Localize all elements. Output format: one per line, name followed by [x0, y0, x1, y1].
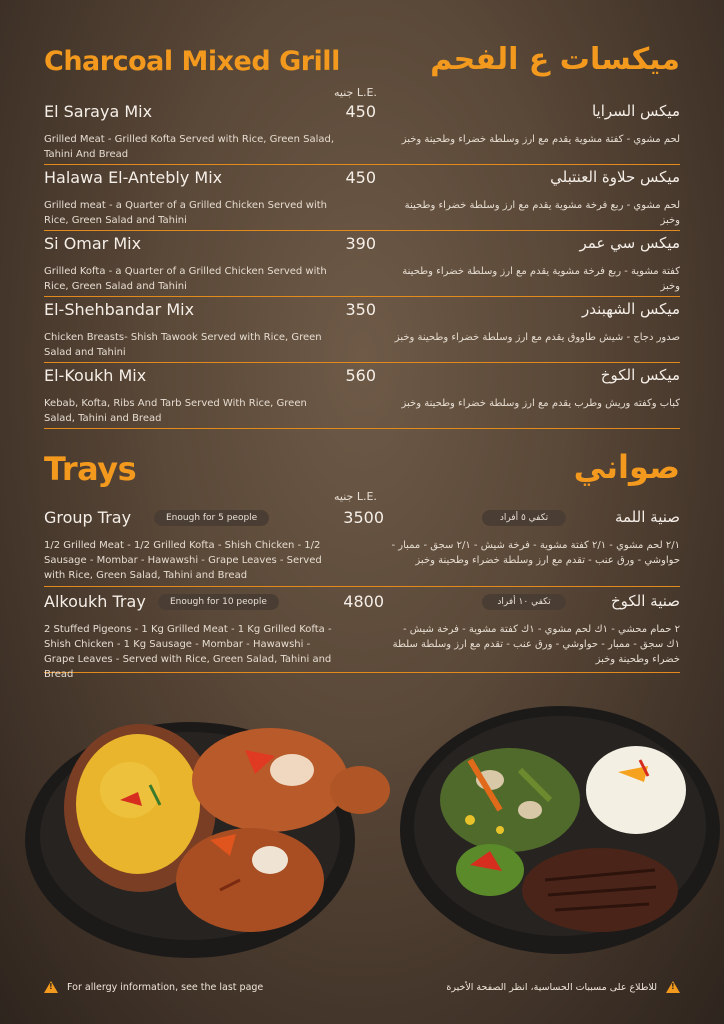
allergy-note-ar: [446, 981, 680, 993]
item-price: 390: [345, 234, 376, 253]
menu-item: [44, 102, 680, 165]
item-desc-ar: كفتة مشوية - ربع فرخة مشوية يقدم مع ارز وسلطة خضراء وطحينة وخبز: [402, 266, 680, 292]
item-name-en: Halawa El-Antebly Mix: [44, 168, 223, 187]
item-name-ar: ميكس السرايا: [591, 102, 680, 120]
grill-currency: جنيه L.E.: [334, 86, 377, 99]
allergy-text-en: For allergy information, see the last page: [67, 981, 264, 993]
trays-title-en: Trays: [44, 450, 137, 488]
item-price: 3500: [343, 508, 384, 527]
item-name-en: Alkoukh Tray: [44, 592, 146, 611]
item-name-ar: ميكس الشهبندر: [582, 300, 680, 318]
item-desc-ar: لحم مشوي - كفتة مشوية يقدم مع ارز وسلطة خضراء وطحينة وخبز: [401, 134, 680, 145]
plate-left: [25, 722, 390, 958]
allergy-note-en: [44, 981, 263, 993]
servings-badge-ar: تكفي ١٠ أفراد: [482, 594, 566, 610]
item-desc-ar: كباب وكفته وريش وطرب يقدم مع ارز وسلطة خضراء وطحينة وخبز: [401, 398, 680, 409]
item-name-en: Group Tray: [44, 508, 132, 527]
menu-item: [44, 168, 680, 231]
item-desc-en: Kebab, Kofta, Ribs And Tarb Served With Rice, Green Salad, Tahini and Bread: [44, 398, 307, 424]
menu-item: [44, 300, 680, 363]
item-name-en: Si Omar Mix: [44, 234, 142, 253]
food-photo: [0, 690, 724, 980]
grill-title-en: Charcoal Mixed Grill: [44, 46, 340, 77]
item-desc-ar: ٢ حمام محشي - ١ك لحم مشوي - ١ك كفتة مشوية - فرخة شيش - ١ك سجق - ممبار - حواوشي - ورق عنب - تقدم مع ارز وسلطة سلطة خضراء وطحينة وخبز: [392, 624, 680, 665]
item-name-en: El-Shehbandar Mix: [44, 300, 195, 319]
item-name-ar: ميكس سي عمر: [579, 234, 680, 252]
allergy-text-ar: للاطلاع على مسببات الحساسية، انظر الصفحة الأخيرة: [446, 981, 657, 993]
trays-title-ar: صواني: [573, 448, 680, 486]
item-name-en: El Saraya Mix: [44, 102, 153, 121]
trays-currency: جنيه L.E.: [334, 490, 377, 503]
grill-title-ar: ميكسات ع الفحم: [430, 42, 680, 77]
menu-item: [44, 508, 680, 587]
menu-item: [44, 366, 680, 429]
item-name-ar: ميكس حلاوة العنتبلي: [550, 168, 680, 186]
menu-item: [44, 592, 680, 680]
menu-item: [44, 234, 680, 297]
item-name-ar: صنية اللمة: [614, 508, 680, 526]
item-desc-en: Grilled Meat - Grilled Kofta Served with Rice, Green Salad, Tahini And Bread: [44, 134, 334, 160]
item-desc-en: Grilled meat - a Quarter of a Grilled Chicken Served with Rice, Green Salad and Tahini: [44, 200, 328, 226]
item-desc-en: 2 Stuffed Pigeons - 1 Kg Grilled Meat - 1 Kg Grilled Kofta - Shish Chicken - 1 Kg Sausage - Mombar - Hawawshi - Grape Leaves - Served with Rice, Green Salad, Tahini and Bread: [44, 624, 332, 680]
warning-icon: [44, 981, 58, 993]
servings-badge-en: Enough for 5 people: [154, 510, 269, 526]
plate-right: [400, 706, 720, 954]
item-price: 350: [345, 300, 376, 319]
servings-badge-en: Enough for 10 people: [158, 594, 279, 610]
item-desc-en: 1/2 Grilled Meat - 1/2 Grilled Kofta - Shish Chicken - 1/2 Sausage - Mombar - Hawawshi - Grape Leaves - Served with Rice, Green Salad, Tahini and Bread: [44, 540, 322, 581]
item-desc-en: Chicken Breasts- Shish Tawook Served with Rice, Green Salad and Tahini: [44, 332, 322, 358]
item-name-ar: ميكس الكوخ: [600, 366, 680, 384]
warning-icon: [666, 981, 680, 993]
item-desc-en: Grilled Kofta - a Quarter of a Grilled Chicken Served with Rice, Green Salad and Tahini: [44, 266, 327, 292]
item-name-en: El-Koukh Mix: [44, 366, 147, 385]
item-desc-ar: لحم مشوي - ربع فرخة مشوية يقدم مع ارز وسلطة خضراء وطحينة وخبز: [404, 200, 680, 226]
item-price: 450: [345, 102, 376, 121]
item-price: 560: [345, 366, 376, 385]
servings-badge-ar: تكفي ٥ أفراد: [482, 510, 566, 526]
item-desc-ar: صدور دجاج - شيش طاووق يقدم مع ارز وسلطة خضراء وطحينة وخبز: [394, 332, 680, 343]
item-price: 4800: [343, 592, 384, 611]
item-name-ar: صنية الكوخ: [610, 592, 680, 610]
item-desc-ar: ٢/١ لحم مشوي - ٢/١ كفتة مشوية - فرخة شيش - ٢/١ سجق - ممبار - حواوشي - ورق عنب - تقدم مع ارز وسلطة خضراء وطحينة وخبز: [391, 540, 680, 566]
item-price: 450: [345, 168, 376, 187]
